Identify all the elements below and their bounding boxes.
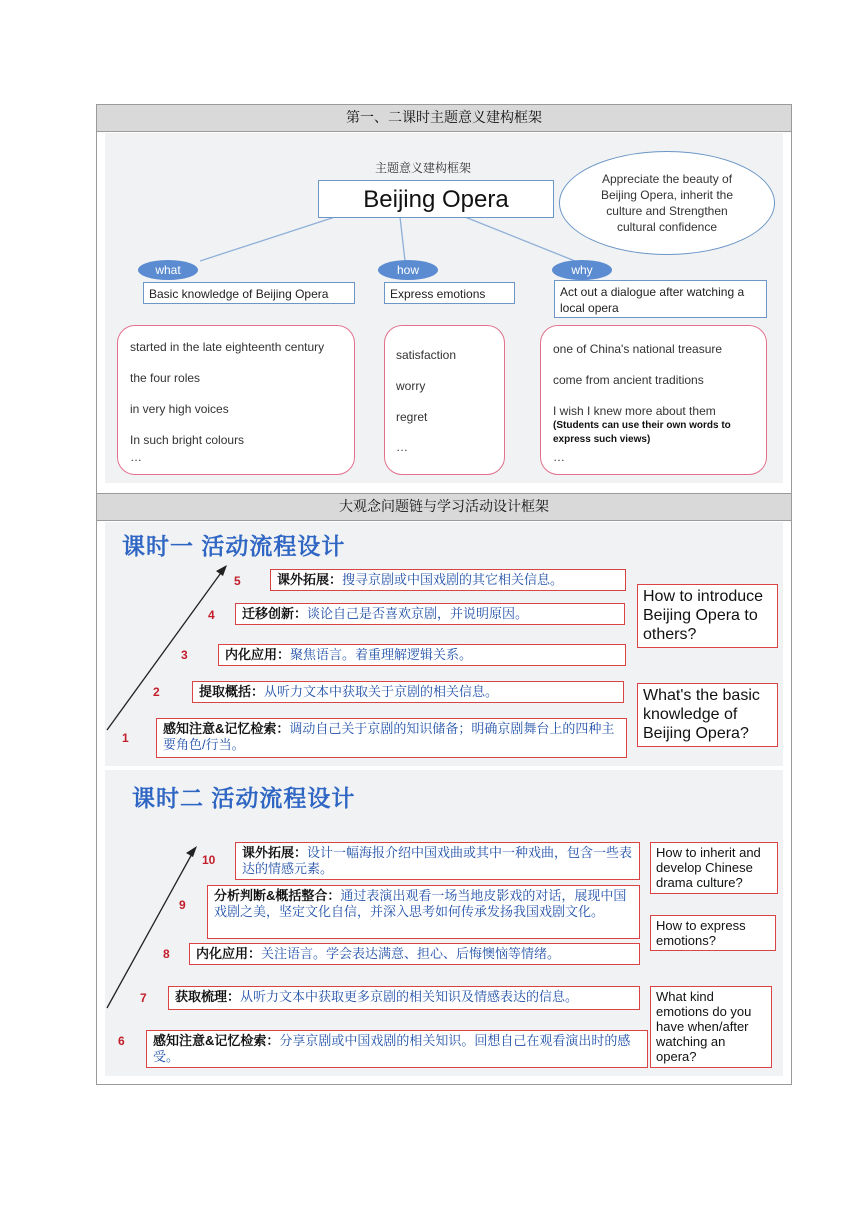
what-items-box <box>117 325 355 475</box>
lesson2-panel <box>105 770 783 1076</box>
step-label: 感知注意&记忆检索： <box>153 1033 280 1048</box>
lesson2-step-9 <box>207 885 640 939</box>
step-text: 谈论自己是否喜欢京剧，并说明原因。 <box>307 606 529 621</box>
step-label: 获取梳理： <box>175 989 241 1004</box>
what-item: … <box>130 450 142 464</box>
how-item: … <box>396 440 408 454</box>
tag-what: what <box>138 260 198 280</box>
step-number: 8 <box>163 947 170 961</box>
lesson1-step-2 <box>192 681 624 703</box>
step-text: 聚焦语言。着重理解逻辑关系。 <box>290 647 473 662</box>
what-item: in very high voices <box>130 402 229 416</box>
lesson2-step-8 <box>189 943 640 965</box>
step-text: 从听力文本中获取更多京剧的相关知识及情感表达的信息。 <box>240 989 579 1004</box>
step-label: 分析判断&概括整合： <box>214 888 341 903</box>
tag-how: how <box>378 260 438 280</box>
why-items-box <box>540 325 767 475</box>
lesson1-question-1: How to introduce Beijing Opera to others? <box>637 584 778 648</box>
lesson2-step-6 <box>146 1030 648 1068</box>
step-text: 通过表演出观看一场当地皮影戏的对话，展现中国戏剧之美，坚定文化自信，并深入思考如何传承发扬我国戏剧文化。 <box>214 888 627 919</box>
why-note: (Students can use their own words to express such views) <box>553 420 731 445</box>
center-topic-box <box>318 180 554 218</box>
step-label: 内化应用： <box>196 946 262 961</box>
step-number: 10 <box>202 853 216 867</box>
lesson2-question-1: How to inherit and develop Chinese drama culture? <box>650 842 778 894</box>
step-label: 提取概括： <box>199 684 265 699</box>
step-text: 搜寻京剧或中国戏剧的其它相关信息。 <box>342 572 564 587</box>
theme-map-panel <box>105 133 783 483</box>
goal-oval <box>559 151 775 255</box>
how-item: worry <box>396 379 426 393</box>
step-number: 2 <box>153 685 160 699</box>
what-item: started in the late eighteenth century <box>130 340 325 354</box>
what-item: the four roles <box>130 371 201 385</box>
step-label: 内化应用： <box>225 647 291 662</box>
lesson2-question-3: What kind emotions do you have when/after watching an opera? <box>650 986 772 1068</box>
step-number: 4 <box>208 608 215 622</box>
how-items-box <box>384 325 505 475</box>
step-label: 感知注意&记忆检索： <box>163 721 290 736</box>
step-number: 9 <box>179 898 186 912</box>
step-number: 5 <box>234 574 241 588</box>
step-text: 设计一幅海报介绍中国戏曲或其中一种戏曲，包含一些表达的情感元素。 <box>242 845 633 876</box>
why-item: … <box>553 450 565 464</box>
lesson1-step-1 <box>156 718 627 758</box>
question-how: Express emotions <box>384 282 515 304</box>
step-text: 调动自己关于京剧的知识储备；明确京剧舞台上的四种主要角色/行当。 <box>163 721 615 752</box>
step-label: 课外拓展： <box>242 845 308 860</box>
step-number: 3 <box>181 648 188 662</box>
step-number: 1 <box>122 731 129 745</box>
lesson2-step-10 <box>235 842 640 880</box>
step-text: 分享京剧或中国戏剧的相关知识。回想自己在观看演出时的感受。 <box>153 1033 631 1064</box>
question-what: Basic knowledge of Beijing Opera <box>143 282 355 304</box>
how-item: satisfaction <box>396 348 457 362</box>
section-header-1: 第一、二课时主题意义建构框架 <box>96 104 792 132</box>
lesson1-title: 课时一 活动流程设计 <box>122 533 346 559</box>
step-text: 从听力文本中获取关于京剧的相关信息。 <box>264 684 499 699</box>
step-number: 7 <box>140 991 147 1005</box>
map-small-title: 主题意义建构框架 <box>375 161 472 175</box>
step-label: 迁移创新： <box>242 606 308 621</box>
lesson1-step-3 <box>218 644 626 666</box>
what-item: In such bright colours <box>130 433 245 447</box>
step-label: 课外拓展： <box>277 572 343 587</box>
step-text: 关注语言。学会表达满意、担心、后悔懊恼等情绪。 <box>261 946 561 961</box>
why-item: one of China's national treasure <box>553 342 723 356</box>
question-why: Act out a dialogue after watching a local opera <box>554 280 767 318</box>
lesson1-question-2: What's the basic knowledge of Beijing Opera? <box>637 683 778 747</box>
lesson2-question-2: How to express emotions? <box>650 915 776 951</box>
step-number: 6 <box>118 1034 125 1048</box>
lesson1-panel <box>105 522 783 766</box>
why-item: come from ancient traditions <box>553 373 704 387</box>
lesson2-step-7 <box>168 986 640 1010</box>
lesson1-step-4 <box>235 603 625 625</box>
tag-why: why <box>552 260 612 280</box>
section-header-2: 大观念问题链与学习活动设计框架 <box>96 493 792 521</box>
lesson2-title: 课时二 活动流程设计 <box>132 785 356 811</box>
center-topic: Beijing Opera <box>363 186 509 213</box>
lesson1-step-5 <box>270 569 626 591</box>
why-item: I wish I knew more about them <box>553 404 716 418</box>
how-item: regret <box>396 410 428 424</box>
goal-text: Appreciate the beauty of Beijing Opera, inherit the culture and Strengthen cultural confidence <box>600 172 734 234</box>
